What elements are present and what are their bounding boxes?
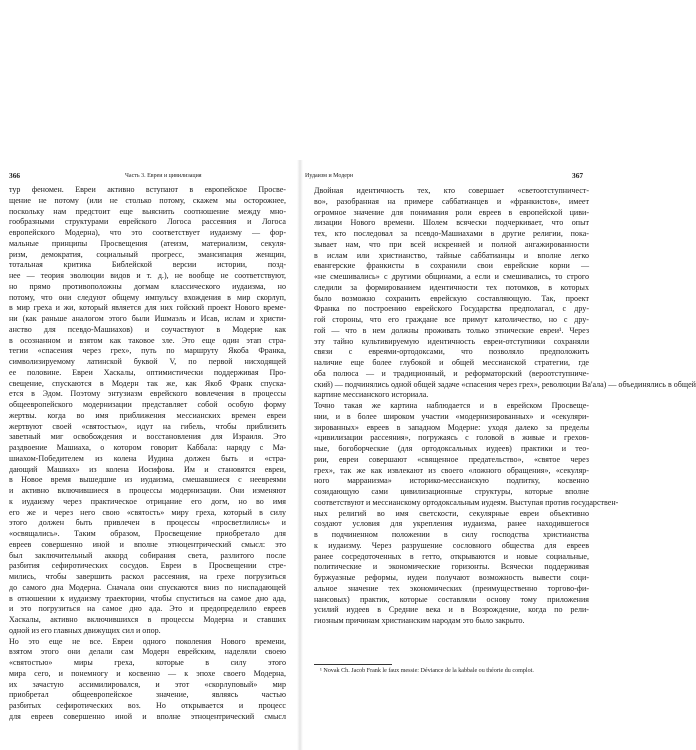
text-line: в Новое время вышедшие из иудаизма, смешавшиеся с неевреями (9, 475, 286, 485)
text-line: жертвы. когда во имя приближения мессианских времен евреи (9, 410, 286, 420)
text-line: огромное значение для понимания роли евреев в европейской циви- (314, 207, 589, 217)
text-line: мились, чтобы завершить раскол рассеяния, на грехе погрузиться (9, 572, 286, 581)
footnote-rule (314, 664, 392, 665)
text-line: символизируемому латинской буквой V, по первой нисходящей (9, 357, 286, 366)
text-line: в подчиненном положении в силу господства христианства (314, 530, 589, 539)
text-line: взятом этого они делали сам Модерн еврейским, наделяли своею (9, 647, 286, 657)
text-line: этого должен быть привлечен в процессы «просветлились» и (9, 518, 286, 528)
text-line: ский) — подчинялись одной общей задаче «спасения через грех», революции Ва'ала) — объединялись в общей (314, 379, 696, 389)
text-line: ни (как раньше аналогом этого были Ишмаэль и Исав, ислам и христи- (9, 314, 286, 323)
text-line: мира сего, и понемногу и косвенно — к эпохе своего Модерна, (9, 668, 286, 678)
text-line: к иудаизму. Через разрушение сословного общества для евреев (314, 540, 589, 550)
text-line: общеевропейского модернизации представляет собой особую форму (9, 400, 286, 409)
text-line: ранее сосредоточенных в гетто, открываются и новые социальные, (314, 551, 589, 561)
text-line: «не смешивались» с другими общинами, а если и смешивались, то строго (314, 272, 589, 281)
footnote: ¹ Novak Ch. Jacob Frank le faux messie: Déviance de la kabbale ou théorie du complot. (320, 668, 534, 674)
text-line: Но это еще не все. Евреи одного поколения Нового времени, (9, 636, 286, 646)
text-line: нии, и в более широком участии «модернизированных» и «секуляри- (314, 411, 589, 421)
page-number-left: 366 (9, 171, 21, 180)
text-line: щение не потому (или не столько потому, скажем мы осторожнее, (9, 195, 286, 205)
text-line: до самого дна Модерна. Сначала они спускаются вниз по ниспадающей (9, 582, 286, 592)
text-line: буржуазные реформы, иудеи получают возможность вывести соци- (314, 573, 589, 582)
text-line: евреев совершенно иной и вполне этноцентрический смысл: это (9, 539, 286, 549)
text-line: оба полюса — и традиционный, и реформаторский (вероотступниче- (314, 368, 589, 378)
text-line: гой стороны, что его граждане все примут католичество, но с дру- (314, 315, 589, 324)
right-page (302, 0, 696, 750)
text-line: альное значение тех экономических (преимущественно торгово-фи- (314, 583, 589, 593)
text-line: потому, что они следуют общему импульсу вхождения в мир скорлуп, (9, 292, 286, 302)
text-line: во», разобранная на примере саббатианцев и «франкистов», имеет (314, 196, 589, 206)
text-line: разбитых сефиротических воз. Но открывается и процесс (9, 701, 286, 710)
text-line: евангерские франкисты в сохранили свои еврейские корни — (314, 261, 589, 271)
page-number-right: 367 (572, 171, 584, 180)
text-line: для евреев совершенно иной и вполне этноцентрический смысл (9, 711, 286, 721)
text-line: тотальная критика Библейской версии истории, позд- (9, 260, 286, 270)
text-line: гообразными структурами еврейского Логоса рассеяния и Логоса (9, 217, 286, 227)
text-line: Точно такая же картина наблюдается и в еврейском Просвеще- (314, 401, 589, 410)
text-line: лизации Нового времени. Шолем всячески подчеркивает, что опыт (314, 218, 589, 228)
text-line: тегии «спасения через грех», путь по маршруту Якоба Франка, (9, 346, 286, 356)
text-line: тур феномен. Евреи активно вступают в европейское Просве- (9, 185, 286, 194)
text-line: к иудаизму через практическое отрицание его догм, но во имя (9, 496, 286, 506)
left-page (0, 0, 298, 750)
text-line: но прямо противоположны догмам классического иудаизма, но (9, 281, 286, 291)
text-line: мальные принципы Просвещения (атеизм, материализм, секуля- (9, 238, 286, 248)
text-line: создают условия для укрепления иудаизма, ранее находившегося (314, 519, 589, 529)
text-line: ризм, демократия, социальный прогресс, эмансипация женщин, (9, 249, 286, 259)
text-line: поскольку нам предстоит еще выяснить соотношение между мно- (9, 206, 286, 216)
text-line: и активно включившиеся в процессы модернизации. Они изменяют (9, 486, 286, 495)
text-line: в отношении к иудаизму траектории, чтобы спуститься на самое дно ада, (9, 593, 286, 603)
text-line: Двойная идентичность тех, кто совершает «светоотступничест- (314, 186, 589, 195)
text-line: рии, евреи совершают «священное предательство», «святое через (314, 454, 589, 464)
text-line: грех», так же как извлекают из своего «ложного обращения», «секуляр- (314, 465, 589, 475)
text-line: ного марранизма» историко-мессианскую подпитку, косвенно (314, 476, 589, 486)
text-line: анство для псевдо-Машиахов) и соучаствуют в Модерне как (9, 324, 286, 334)
text-line: созидающую сами цивилизационные структуры, которые вполне (314, 487, 589, 496)
text-line: и это погрузиться на самое дно ада. Это и предопределило евреев (9, 604, 286, 614)
text-line: одной из его главных движущих сил и опор. (9, 625, 161, 635)
text-line: наличие еще более глубокой и общей мессианской стратегии, где (314, 358, 589, 367)
text-line: эту тайно культивируемую идентичность евреи-отступники сохраняли (314, 336, 589, 346)
text-line: зывает нам, что при всей искренней и полной ангажированности (314, 239, 589, 249)
text-line: в мир греха и жи, который является для них гойский проект Нового време- (9, 303, 286, 313)
text-line: тех, кто последовал за псевдо-Машиахами в другие религии, пока- (314, 229, 589, 238)
text-line: было возможно сохранить еврейскую составляющую. Так, проект (314, 293, 589, 303)
text-line: гой — что в нем должны проживать только этнические евреи¹. Через (314, 325, 589, 335)
text-line: гиозным причинам христианским народам это было закрыто. (314, 616, 525, 625)
text-line: ее половине. Евреи Хаскалы, оптимистически поддерживая Про- (9, 367, 286, 377)
running-head-right: Иудаизм и Модерн (305, 173, 354, 179)
text-line: разбития сефиротических сосудов. Евреи в Просвещении стре- (9, 561, 286, 571)
right-page-body (314, 186, 696, 627)
text-line: «святостью» миры греха, которые в силу этого (9, 658, 286, 667)
text-line: его же и через него свою «святость» миру греха, который в силу (9, 507, 286, 517)
text-line: соответствуют и мессианскому ортодоксальным иудеям. Выступая против государствен- (314, 497, 619, 507)
text-line: ется в Эдом. Поэтому энтузиазм еврейского вовлечения в процессы (9, 389, 286, 399)
text-line: в ислам или христианство, тайные саббатианцы и вполне легко (314, 250, 589, 260)
text-line: «цивилизации рассеяния», погружаясь с головой в живые и грехов- (314, 433, 589, 443)
text-line: нее — теория эволюции видов и т. д.), не вообще не соответствуют, (9, 271, 286, 280)
text-line: Франка по построению еврейского Государства предполагал, с дру- (314, 304, 589, 314)
text-line: следили за формированием идентичности тех потомков, в которых (314, 282, 589, 292)
text-line: связи с евреями-ортодоксами, что позволяло предположить (314, 347, 589, 357)
text-line: раздвоение Машиаха, о котором говорит Каббала: наряду с Ма- (9, 443, 286, 452)
text-line: свещение, спускаются в Модерн так же, как Якоб Франк спуска- (9, 378, 286, 388)
text-line: был заключительный аккорд собирания света, разлитого после (9, 550, 286, 560)
text-line: шиахом-Победителем из колена Иудина должен быть и «стра- (9, 453, 286, 463)
left-page-body (9, 185, 286, 723)
text-line: ных религий во имя светскости, секулярные евреи объективно (314, 508, 589, 518)
text-line: жертвуют своей «святостью», идут на гибель, чтобы приблизить (9, 421, 286, 431)
text-line: «освящались». Таким образом, Просвещение приобретало для (9, 529, 286, 538)
text-line: европейского Модерна), что это соответствует иудаизму — фор- (9, 228, 286, 237)
text-line: ные, богоборческие (для ортодоксальных иудеев) практики и тео- (314, 444, 589, 453)
text-line: заветный миг освобождения и восстановления для Израиля. Это (9, 432, 286, 442)
text-line: политические и экономические горизонты. Всячески поддерживая (314, 562, 589, 572)
text-line: в осознанном и взятом как таковое зле. Это еще один этап стра- (9, 335, 286, 345)
text-line: Хаскалы, активно включившихся в процессы Модерна и ставших (9, 615, 286, 624)
running-head-left: Часть 3. Евреи и цивилизация (125, 173, 202, 179)
text-line: их зачастую ассимилировался, и этот «скорлуповый» мир (9, 679, 286, 689)
text-line: нансовых) практик, которые составляли основу тому приложения (314, 594, 589, 604)
text-line: приобретал общеевропейское значение, являясь частью (9, 690, 286, 700)
text-line: усилий иудеев в Средние века и в Возрождение, когда по рели- (314, 605, 589, 615)
text-line: зированных» евреев в западном Модерне: уходя далеко за пределы (314, 422, 589, 432)
text-line: дающий Машиах» из колена Иосифова. Им и становятся евреи, (9, 464, 286, 474)
text-line: картине мессианского историала. (314, 390, 429, 400)
